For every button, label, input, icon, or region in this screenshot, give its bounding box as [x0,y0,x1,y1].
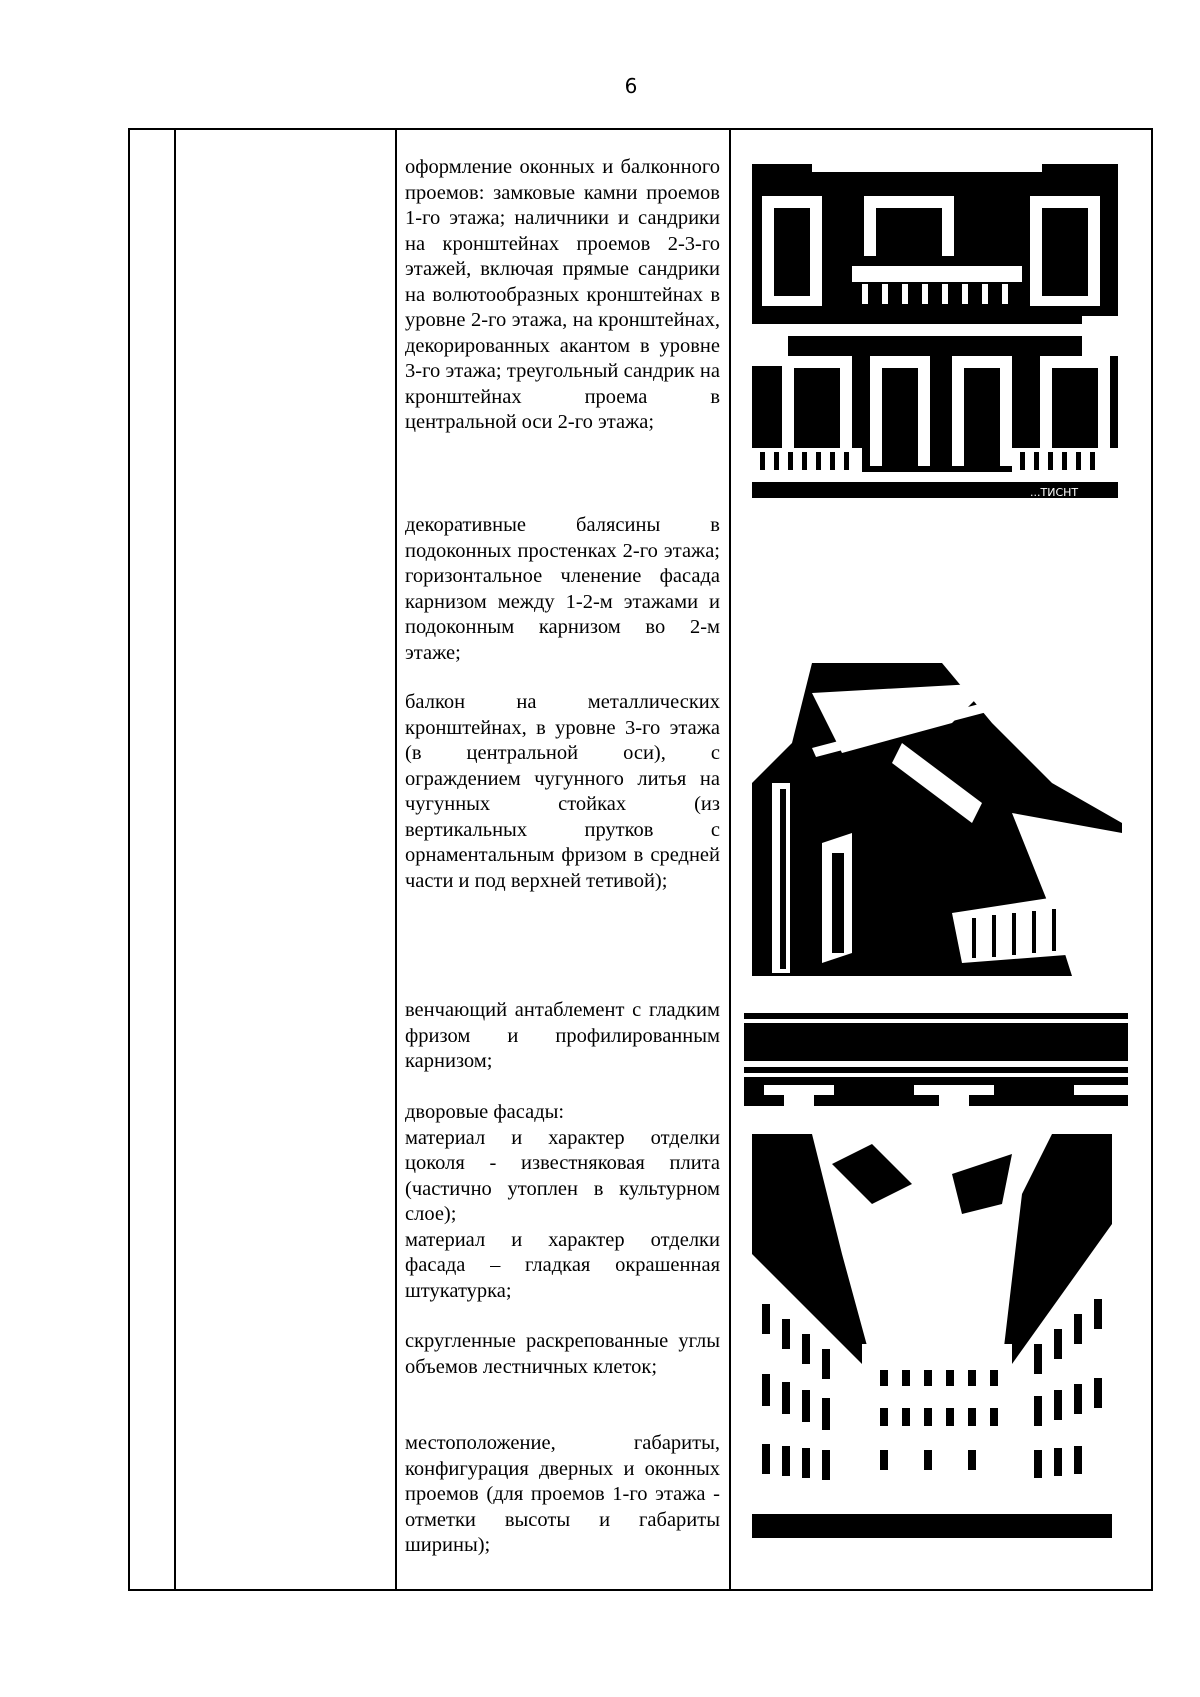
column-divider-2 [395,130,397,1589]
courtyard-photo [752,1134,1112,1538]
balcony-photo [752,663,1122,976]
entry-balcony [405,690,720,894]
column-divider-3 [729,130,731,1589]
page-number: 6 [624,74,638,98]
entry-line: декоративные балясины в подоконных простенках 2-го этажа; горизонтальное членение фасада карнизом между 1-2-м этажами и подоконным карнизом во 2-м этаже; [405,514,720,664]
shop-sign-text: ...ТИСНТ [1030,486,1079,498]
entry-line: оформление оконных и балконного проемов: замковые камни проемов 1-го этажа; наличники и сандрики на кронштейнах проемов 2-3-го этажей, включая прямые сандрики на волютообразных кронштейнах в уровне 2-го этажа, на кронштейнах, декорированных акантом в уровне 3-го этажа; треугольный сандрик на кронштейнах проема в центральной оси 2-го этажа; [405,156,720,433]
cornice-photo [744,1001,1128,1106]
entry-line: венчающий антаблемент с гладким фризом и профилированным карнизом; [405,999,720,1072]
entry-entablature [405,998,720,1075]
entry-line: местоположение, габариты, конфигурация дверных и оконных проемов (для проемов 1-го этажа - отметки высоты и габариты ширины); [405,1432,720,1556]
entry-line: материал и характер отделки цоколя - известняковая плита (частично утоплен в культурном слое); [405,1126,720,1225]
entry-line: материал и характер отделки фасада – гладкая окрашенная штукатурка; [405,1228,720,1302]
entry-rounded-corners [405,1329,720,1380]
column-divider-1 [174,130,176,1589]
entry-courtyard-facades [405,1100,720,1304]
entry-line: скругленные раскрепованные углы объемов лестничных клеток; [405,1330,720,1378]
entry-line: дворовые фасады: [405,1101,565,1123]
entry-openings [405,1431,720,1559]
entry-window-decor [405,155,720,436]
entry-balusters [405,513,720,666]
entry-line: балкон на металлических кронштейнах, в уровне 3-го этажа (в центральной оси), с ограждением чугунного литья на чугунных стойках (из вертикальных прутков с орнаментальным фризом в средней части и под верхней тетивой); [405,691,720,892]
facade-windows-photo [752,156,1118,498]
